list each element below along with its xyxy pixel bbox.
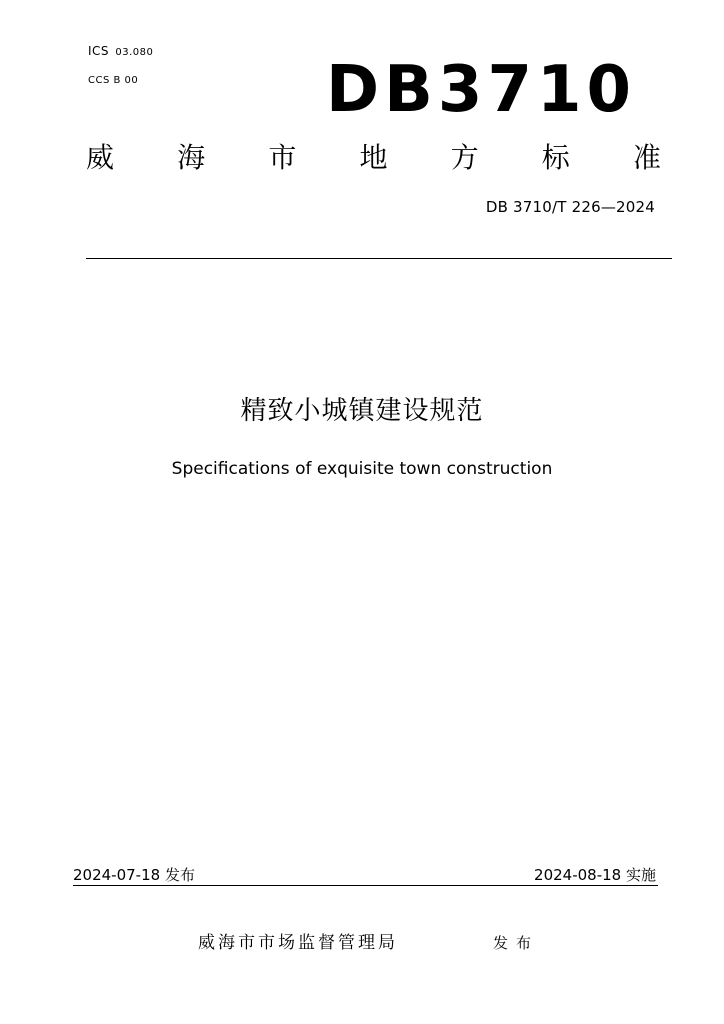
- standard-type-char: 标: [541, 141, 570, 174]
- standard-type-title: [86, 140, 661, 176]
- header-divider: [86, 258, 672, 259]
- standard-type-char: 威: [86, 141, 115, 174]
- issue-label: 发布: [493, 934, 540, 952]
- standard-type-char: 地: [359, 141, 388, 174]
- ccs-code: CCS B 00: [88, 75, 139, 86]
- standard-type-char: 方: [450, 141, 479, 174]
- ics-code: [88, 44, 153, 58]
- publish-date: 2024-07-18 发布: [73, 866, 195, 884]
- db-code-heading: DB3710: [326, 53, 637, 127]
- standard-number: DB 3710/T 226—2024: [485, 198, 655, 216]
- ics-label: ICS: [88, 44, 110, 58]
- chinese-title: 精致小城镇建设规范: [240, 396, 484, 426]
- footer-divider: [73, 885, 658, 886]
- ics-number: 03.080: [115, 47, 154, 58]
- standard-type-char: 市: [268, 141, 297, 174]
- standard-type-char: 准: [632, 141, 661, 174]
- standard-type-char: 海: [177, 141, 206, 174]
- english-title: Specifications of exquisite town construction: [171, 459, 553, 479]
- issuing-authority: 威海市市场监督管理局: [198, 933, 398, 953]
- implement-date: 2024-08-18 实施: [534, 866, 656, 884]
